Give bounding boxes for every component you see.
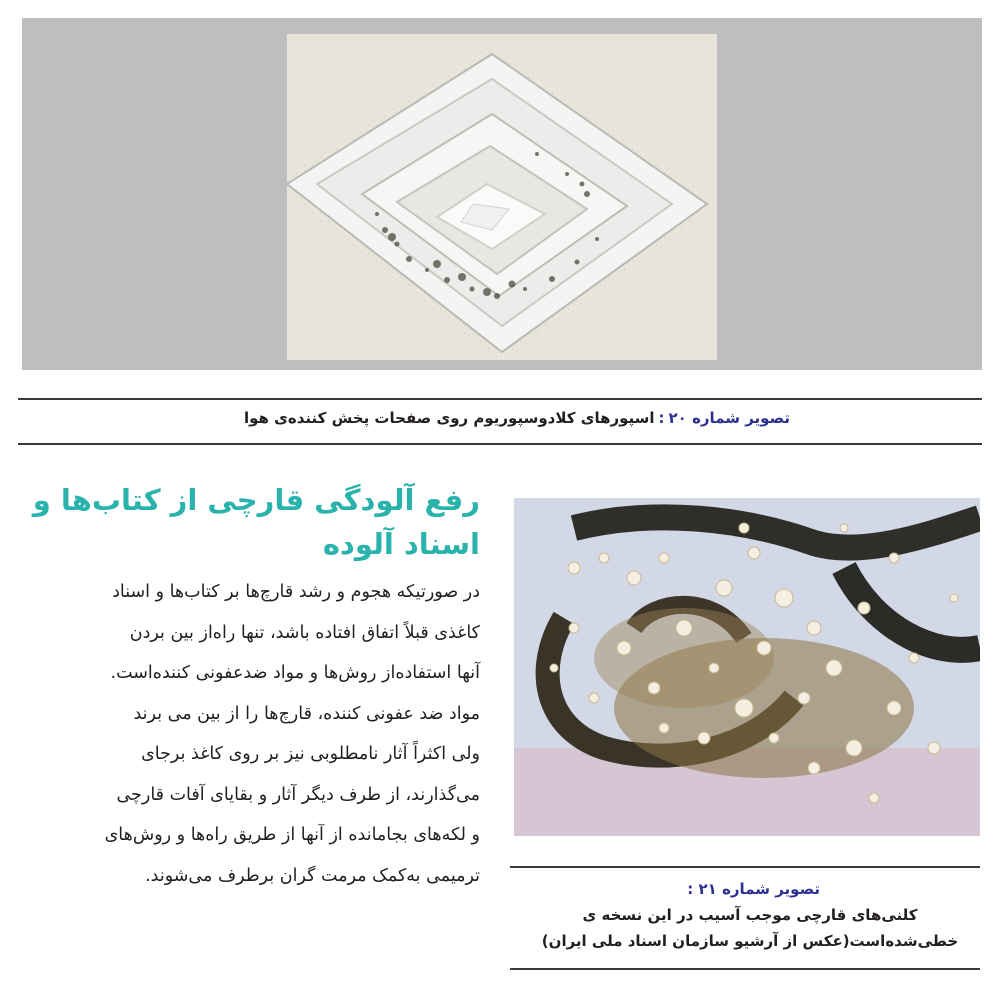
article-body	[0, 572, 480, 896]
article-line: مواد ضد عفونی کننده، قارچ‌ها را از بین می برند	[133, 703, 480, 724]
figure-20-caption	[244, 409, 790, 427]
article-line: می‌گذارند، از طرف دیگر آثار و بقایای آفات قارچی	[116, 784, 480, 805]
article-line: کاغذی قبلاً اتفاق افتاده باشد، تنها راه‌از بین بردن	[129, 622, 480, 643]
article-line: ترمیمی به‌کمک مرمت گران برطرف می‌شوند.	[145, 865, 480, 886]
article-heading: رفع آلودگی قارچی از کتاب‌ها و اسناد آلوده	[32, 483, 480, 561]
article-line: در صورتیکه هجوم و رشد قارچ‌ها بر کتاب‌ها و اسناد	[112, 582, 480, 602]
figure-21-caption-line1: کلنی‌های قارچی موجب آسیب در این نسخه ی	[582, 906, 918, 924]
air-diffuser-illustration	[287, 34, 717, 360]
figure-21-bottom-rule	[510, 968, 980, 970]
figure-20-panel	[22, 18, 982, 370]
figure-21-label: تصویر شماره ۲۱ :	[687, 880, 820, 898]
article-line: و لکه‌های بجامانده از آنها از طریق راه‌ها و روش‌های	[104, 825, 480, 845]
article-line: آنها استفاده‌از روش‌ها و مواد ضدعفونی کننده‌است.	[110, 663, 480, 683]
article-line: ولی اکثراً آثار نامطلوبی نیز بر روی کاغذ برجای	[141, 744, 480, 764]
caption-top-rule	[18, 398, 982, 400]
fungal-colonies-illustration	[514, 498, 980, 836]
figure-21-caption	[530, 876, 970, 954]
figure-20-separator: :	[658, 409, 665, 427]
figure-21-caption-line2: خطی‌شده‌است(عکس از آرشیو سازمان اسناد ملی ایران)	[541, 932, 959, 950]
caption-bottom-rule	[18, 443, 982, 445]
figure-21-top-rule	[510, 866, 980, 868]
figure-20-label: تصویر شماره ۲۰	[668, 409, 790, 427]
figure-21-photo-fungal-colonies	[514, 498, 980, 836]
figure-20-photo-air-diffuser	[287, 34, 717, 360]
figure-20-caption-text: اسپورهای کلادوسپوریوم روی صفحات پخش کننده‌ی هوا	[243, 409, 655, 427]
